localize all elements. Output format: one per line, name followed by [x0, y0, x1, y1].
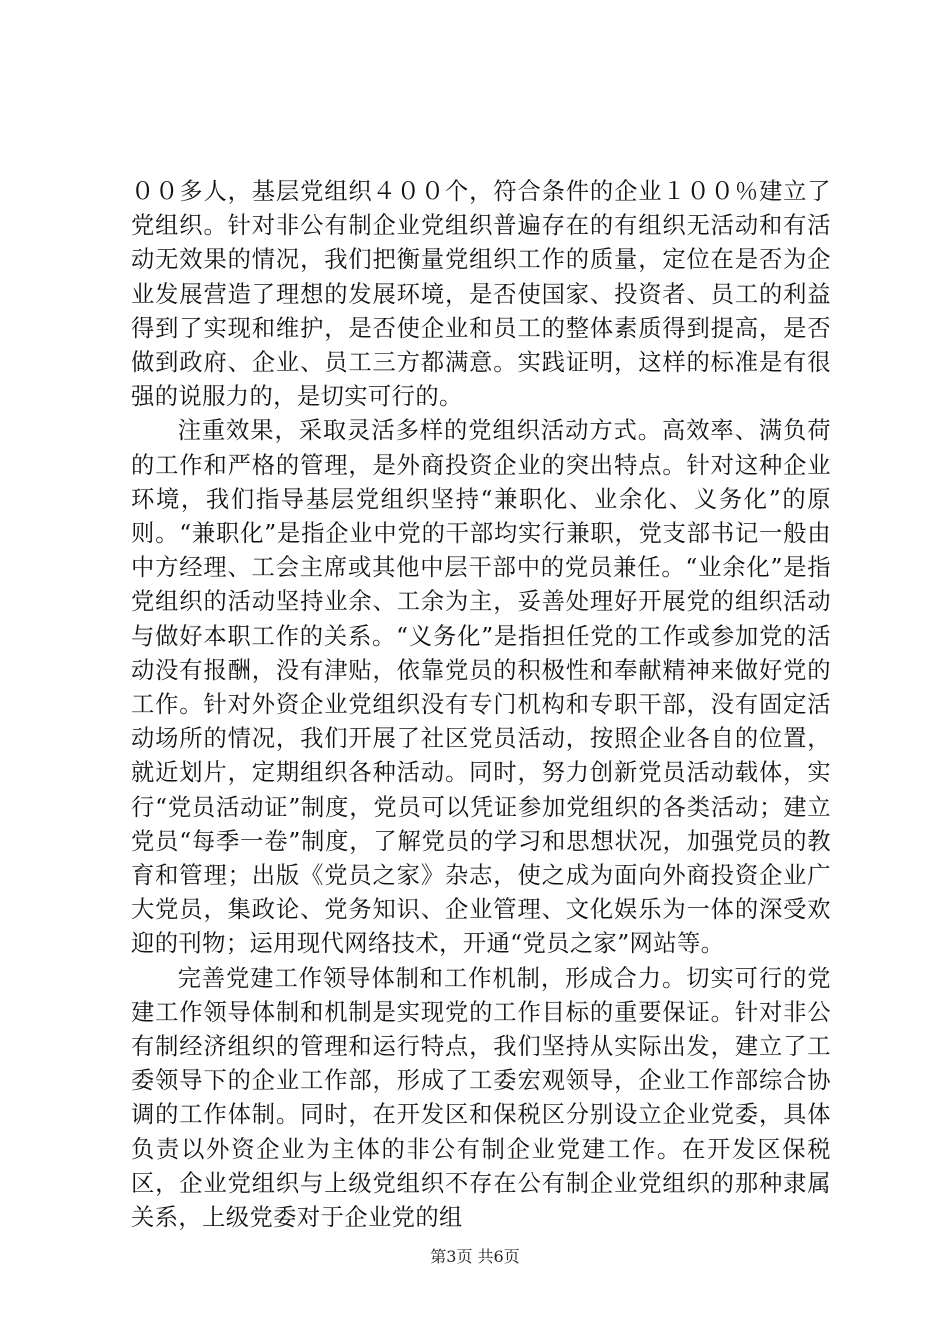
paragraph-2: 注重效果，采取灵活多样的党组织活动方式。高效率、满负荷的工作和严格的管理，是外商投资企业的突出特点。针对这种企业环境，我们指导基层党组织坚持“兼职化、业余化、义务化”的原则。“兼职化”是指企业中党的干部均实行兼职，党支部书记一般由中方经理、工会主席或其他中层干部中的党员兼任。“业余化”是指党组织的活动坚持业余、工余为主，妥善处理好开展党的组织活动与做好本职工作的关系。“义务化”是指担任党的工作或参加党的活动没有报酬，没有津贴，依靠党员的积极性和奉献精神来做好党的工作。针对外资企业党组织没有专门机构和专职干部，没有固定活动场所的情况，我们开展了社区党员活动，按照企业各自的位置，就近划片，定期组织各种活动。同时，努力创新党员活动载体，实行“党员活动证”制度，党员可以凭证参加党组织的各类活动；建立党员“每季一卷”制度，了解党员的学习和思想状况，加强党员的教育和管理；出版《党员之家》杂志，使之成为面向外商投资企业广大党员，集政论、党务知识、企业管理、文化娱乐为一体的深受欢迎的刊物；运用现代网络技术，开通“党员之家”网站等。 — [131, 417, 831, 958]
page-footer: 第3页 共6页 — [430, 1247, 520, 1266]
paragraph-3: 完善党建工作领导体制和工作机制，形成合力。切实可行的党建工作领导体制和机制是实现党的工作目标的重要保证。针对非公有制经济组织的管理和运行特点，我们坚持从实际出发，建立了工委领导下的企业工作部，形成了工委宏观领导，企业工作部综合协调的工作体制。同时，在开发区和保税区分别设立企业党委，具体负责以外资企业为主体的非公有制企业党建工作。在开发区保税区，企业党组织与上级党组织不存在公有制企业党组织的那种隶属关系，上级党委对于企业党的组 — [131, 964, 831, 1232]
paragraph-1: ００多人，基层党组织４００个，符合条件的企业１００％建立了党组织。针对非公有制企业党组织普遍存在的有组织无活动和有活动无效果的情况，我们把衡量党组织工作的质量，定位在是否为企业发展营造了理想的发展环境，是否使国家、投资者、员工的利益得到了实现和维护，是否使企业和员工的整体素质得到提高，是否做到政府、企业、员工三方都满意。实践证明，这样的标准是有很强的说服力的，是切实可行的。 — [131, 178, 831, 411]
body-text — [131, 175, 831, 1235]
